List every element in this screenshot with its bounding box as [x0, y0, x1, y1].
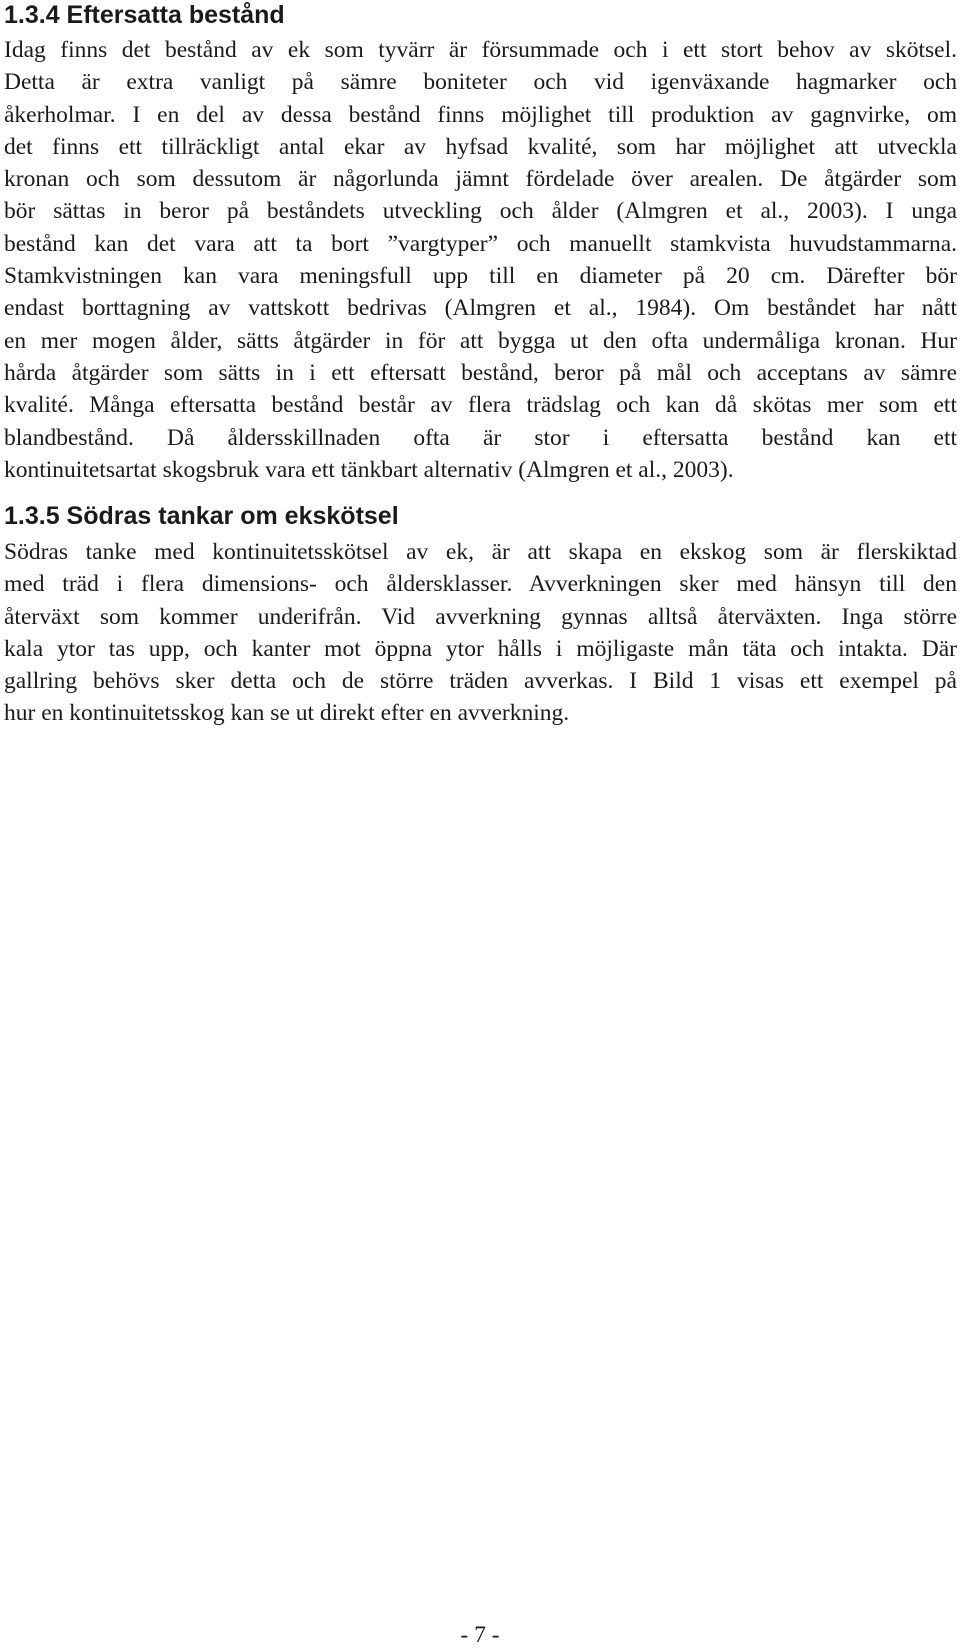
text-line: bör sättas in beror på beståndets utveckling och ålder (Almgren et al., 2003). I unga: [4, 198, 957, 225]
text-line: endast borttagning av vattskott bedrivas (Almgren et al., 1984). Om beståndet har nått: [4, 295, 957, 322]
text-line: Södras tanke med kontinuitetsskötsel av ek, är att skapa en ekskog som är flerskiktad: [4, 539, 957, 565]
text-line: kala ytor tas upp, och kanter mot öppna ytor hålls i möjligaste mån täta och intakta. Där: [4, 635, 957, 662]
text-line: bestånd kan det vara att ta bort ”vargtyper” och manuellt stamkvista huvudstammarna.: [4, 230, 957, 257]
text-line: kontinuitetsartat skogsbruk vara ett tänkbart alternativ (Almgren et al., 2003).: [4, 456, 734, 483]
text-line: gallring behövs sker detta och de större träden avverkas. I Bild 1 visas ett exempel på: [4, 668, 957, 695]
text-line: en mer mogen ålder, sätts åtgärder in för att bygga ut den ofta undermåliga kronan. Hur: [4, 327, 957, 354]
text-line: Detta är extra vanligt på sämre boniteter och vid igenväxande hagmarker och: [4, 69, 957, 96]
section-heading-eftersatta-bestand: 1.3.4 Eftersatta bestånd: [4, 1, 285, 29]
text-line: Idag finns det bestånd av ek som tyvärr är försummade och i ett stort behov av skötsel.: [4, 37, 957, 63]
text-line: kvalité. Många eftersatta bestånd består av flera trädslag och kan då skötas mer som ett: [4, 392, 957, 419]
text-line: hårda åtgärder som sätts in i ett eftersatt bestånd, beror på mål och acceptans av sämre: [4, 359, 957, 386]
text-line: kronan och som dessutom är någorlunda jämnt fördelade över arealen. De åtgärder som: [4, 166, 957, 193]
text-line: det finns ett tillräckligt antal ekar av hyfsad kvalité, som har möjlighet att utveckla: [4, 133, 957, 160]
text-line: Stamkvistningen kan vara meningsfull upp till en diameter på 20 cm. Därefter bör: [4, 263, 957, 290]
section-heading-sodras-tankar: 1.3.5 Södras tankar om ekskötsel: [4, 502, 399, 530]
text-line: återväxt som kommer underifrån. Vid avverkning gynnas alltså återväxten. Inga större: [4, 603, 957, 630]
section-body-sodras-tankar: [4, 536, 957, 730]
text-line: åkerholmar. I en del av dessa bestånd finns möjlighet till produktion av gagnvirke, om: [4, 101, 957, 128]
text-line: hur en kontinuitetsskog kan se ut direkt efter en avverkning.: [4, 700, 570, 727]
text-line: blandbestånd. Då åldersskillnaden ofta är stor i eftersatta bestånd kan ett: [4, 424, 957, 451]
page-number: - 7 -: [460, 1622, 500, 1648]
text-line: med träd i flera dimensions- och åldersklasser. Avverkningen sker med hänsyn till den: [4, 571, 957, 598]
section-body-eftersatta-bestand: [4, 34, 957, 486]
